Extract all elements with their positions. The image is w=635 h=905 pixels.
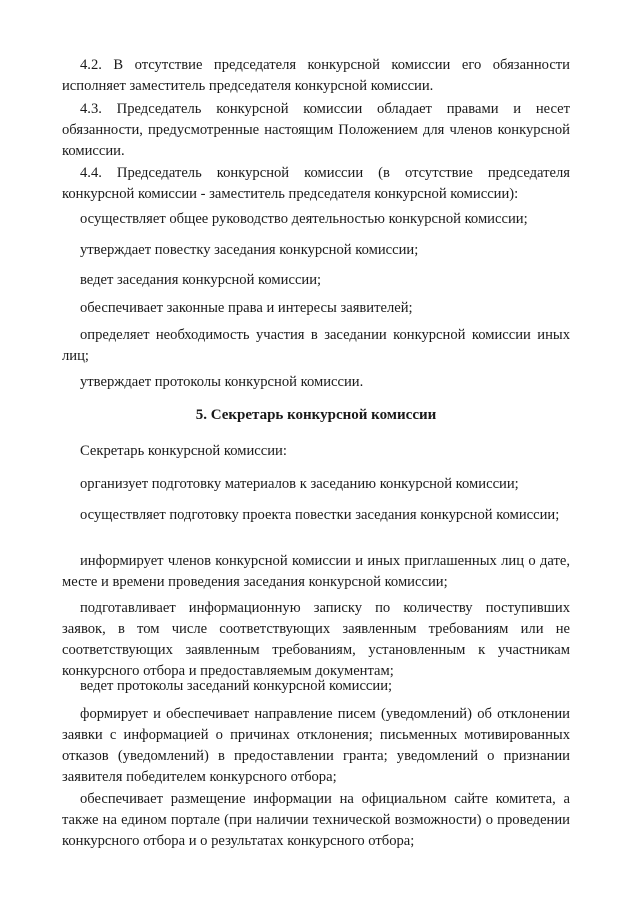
list-item-general-management: осуществляет общее руководство деятельностью конкурсной комиссии; — [80, 211, 528, 227]
paragraph-4-3: 4.3. Председатель конкурсной комиссии обладает правами и несет обязанности, предусмотренные настоящим Положением для членов конкурсной комиссии. — [62, 101, 570, 159]
secretary-item-info-note: подготавливает информационную записку по количеству поступивших заявок, в том числе соответствующих заявленным требованиям или не соответствующих заявленным требованиям, установленным к участникам конкурсного отбора и предоставляемым документам; — [62, 600, 570, 679]
paragraph-4-2: 4.2. В отсутствие председателя конкурсной комиссии его обязанности исполняет заместитель председателя конкурсной комиссии. — [62, 57, 570, 94]
secretary-item-keep-protocols: ведет протоколы заседаний конкурсной комиссии; — [80, 678, 393, 694]
secretary-item-inform-members: информирует членов конкурсной комиссии и иных приглашенных лиц о дате, месте и времени проведения заседания конкурсной комиссии; — [62, 553, 570, 590]
section-heading: 5. Секретарь конкурсной комиссии — [195, 407, 437, 423]
list-item-determine-participation: определяет необходимость участия в заседании конкурсной комиссии иных лиц; — [62, 327, 570, 364]
secretary-item-send-letters: формирует и обеспечивает направление писем (уведомлений) об отклонении заявки с информацией о причинах отклонения; письменных мотивированных отказов (уведомлений) в предоставлении гранта; уведомлений о признании заявителя победителем конкурсного отбора; — [62, 706, 570, 785]
list-item-conduct-meetings: ведет заседания конкурсной комиссии; — [80, 272, 322, 288]
list-item-ensure-rights: обеспечивает законные права и интересы заявителей; — [80, 300, 413, 316]
secretary-item-publish-info: обеспечивает размещение информации на официальном сайте комитета, а также на едином портале (при наличии технической возможности) о проведении конкурсного отбора и о результатах конкурсного отбора; — [62, 791, 570, 849]
secretary-intro: Секретарь конкурсной комиссии: — [80, 443, 287, 459]
paragraph-4-4: 4.4. Председатель конкурсной комиссии (в отсутствие председателя конкурсной комиссии - заместитель председателя конкурсной комиссии): — [62, 165, 570, 202]
secretary-item-prepare-materials: организует подготовку материалов к заседанию конкурсной комиссии; — [80, 476, 519, 492]
list-item-approve-protocols: утверждает протоколы конкурсной комиссии. — [80, 374, 364, 390]
list-item-approve-agenda: утверждает повестку заседания конкурсной комиссии; — [80, 242, 419, 258]
secretary-item-prepare-agenda: осуществляет подготовку проекта повестки заседания конкурсной комиссии; — [80, 507, 560, 523]
